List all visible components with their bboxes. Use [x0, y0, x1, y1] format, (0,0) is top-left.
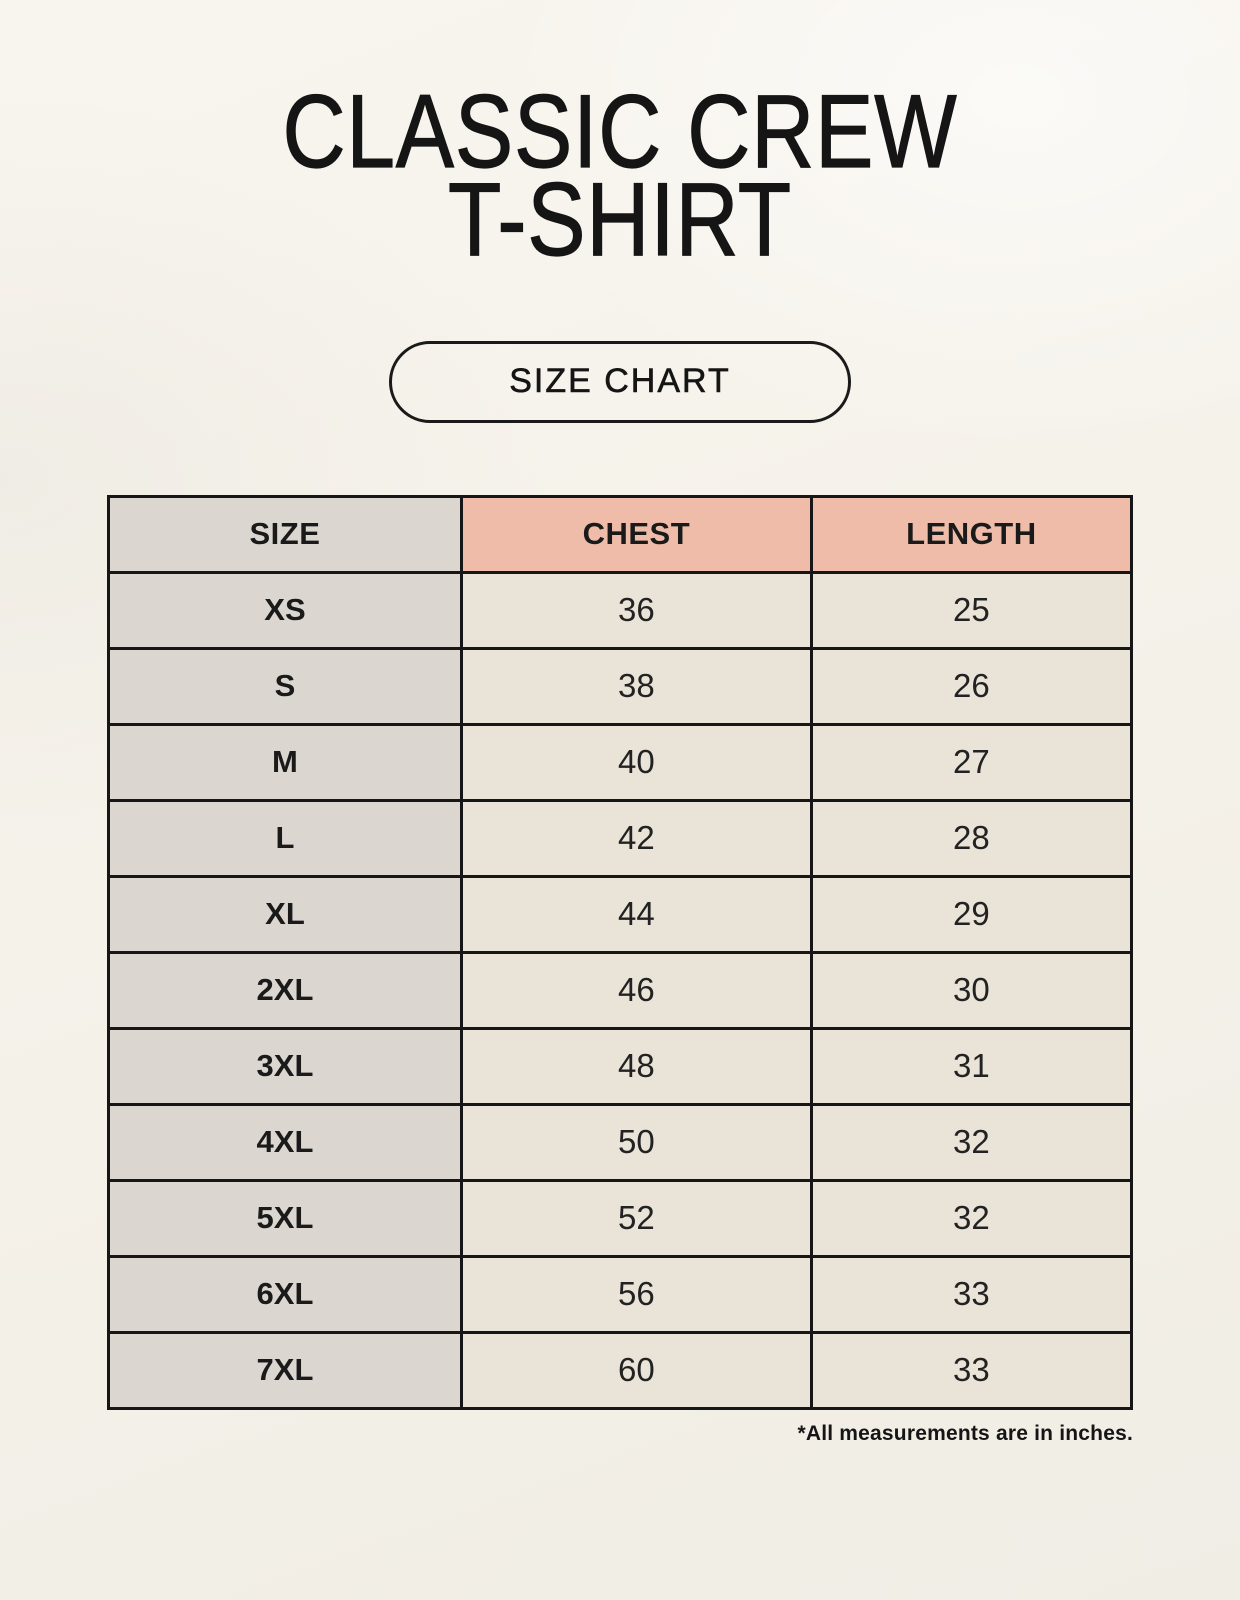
- table-row: [109, 1104, 1132, 1180]
- size-chart-badge: [389, 341, 851, 423]
- col-header-size: SIZE: [109, 496, 462, 572]
- table-row: [109, 952, 1132, 1028]
- table-row: [109, 648, 1132, 724]
- col-header-chest: CHEST: [461, 496, 811, 572]
- chest-cell: 60: [461, 1332, 811, 1408]
- length-cell: 32: [811, 1180, 1131, 1256]
- page-title-line1: CLASSIC CREW: [282, 74, 958, 190]
- table-row: [109, 1256, 1132, 1332]
- length-cell: 31: [811, 1028, 1131, 1104]
- size-chart-table: [107, 495, 1133, 1410]
- page-title: [99, 0, 1141, 279]
- size-chart-badge-label: SIZE CHART: [509, 362, 731, 401]
- table-row: [109, 724, 1132, 800]
- chest-cell: 44: [461, 876, 811, 952]
- table-row: [109, 876, 1132, 952]
- table-row: [109, 572, 1132, 648]
- chest-cell: 50: [461, 1104, 811, 1180]
- size-cell: M: [109, 724, 462, 800]
- table-row: [109, 800, 1132, 876]
- size-cell: XS: [109, 572, 462, 648]
- table-row: [109, 1332, 1132, 1408]
- col-header-length: LENGTH: [811, 496, 1131, 572]
- length-cell: 29: [811, 876, 1131, 952]
- size-cell: 5XL: [109, 1180, 462, 1256]
- page-title-line2: T-SHIRT: [447, 162, 793, 279]
- chest-cell: 48: [461, 1028, 811, 1104]
- length-cell: 26: [811, 648, 1131, 724]
- chest-cell: 38: [461, 648, 811, 724]
- chest-cell: 46: [461, 952, 811, 1028]
- length-cell: 30: [811, 952, 1131, 1028]
- size-cell: 4XL: [109, 1104, 462, 1180]
- size-cell: XL: [109, 876, 462, 952]
- size-cell: 7XL: [109, 1332, 462, 1408]
- length-cell: 32: [811, 1104, 1131, 1180]
- measurements-footnote: *All measurements are in inches.: [797, 1421, 1133, 1445]
- length-cell: 27: [811, 724, 1131, 800]
- size-cell: 2XL: [109, 952, 462, 1028]
- length-cell: 28: [811, 800, 1131, 876]
- chest-cell: 52: [461, 1180, 811, 1256]
- size-cell: S: [109, 648, 462, 724]
- chest-cell: 42: [461, 800, 811, 876]
- size-chart-table-container: [107, 495, 1133, 1446]
- length-cell: 33: [811, 1256, 1131, 1332]
- table-row: [109, 1180, 1132, 1256]
- header-row: [109, 496, 1132, 572]
- size-cell: 6XL: [109, 1256, 462, 1332]
- size-cell: L: [109, 800, 462, 876]
- size-cell: 3XL: [109, 1028, 462, 1104]
- length-cell: 33: [811, 1332, 1131, 1408]
- chest-cell: 36: [461, 572, 811, 648]
- length-cell: 25: [811, 572, 1131, 648]
- table-row: [109, 1028, 1132, 1104]
- chest-cell: 56: [461, 1256, 811, 1332]
- chest-cell: 40: [461, 724, 811, 800]
